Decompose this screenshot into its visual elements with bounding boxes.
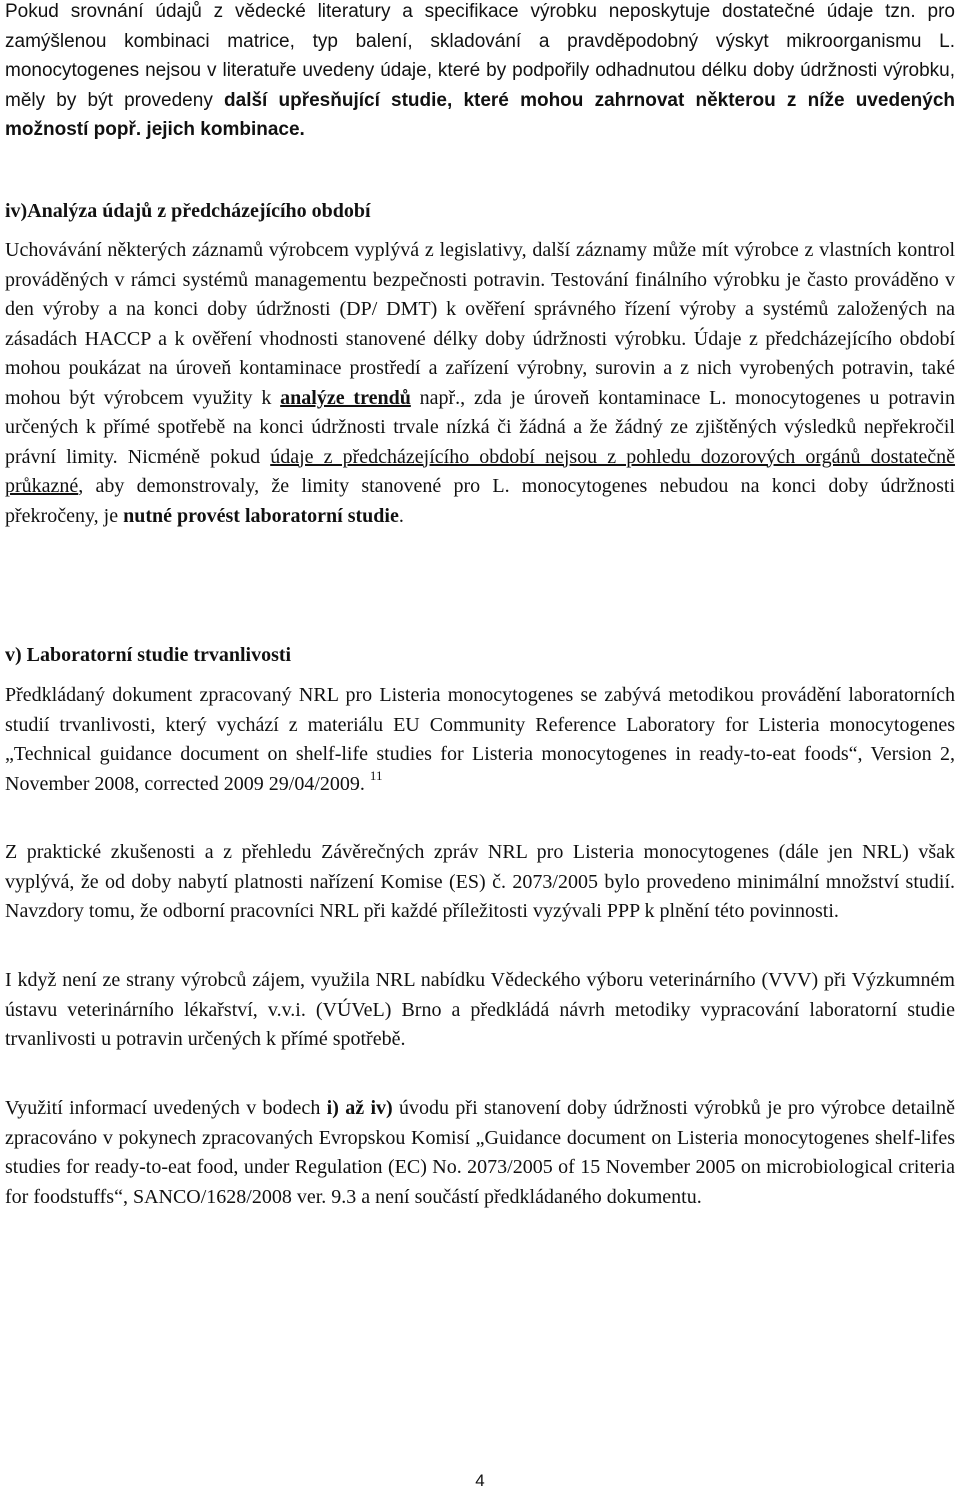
- intro-bold-text: další upřesňující studie, které mohou zahrnovat některou z níže uvedených možností popř. jejich kombinace.: [5, 89, 956, 140]
- section-v-text-4b: úvodu při stanovení doby údržnosti výrobků je pro výrobce detailně zpracováno v pokynech zpracovaných Evropskou Komisí „Guidance document on Listeria monocytogenes shelf-lifes studies for ready-to-eat food, under Regulation (EC) No. 2073/2005 of 15 November 2005 on microbiological criteria for foodstuffs“, SANCO/1628/2008 ver. 9.3 a není součástí předkládaného dokumentu.: [5, 1097, 956, 1208]
- section-iv-heading: iv)Analýza údajů z předcházejícího období: [5, 200, 371, 222]
- section-v-paragraph-1: [5, 681, 955, 799]
- section-v-paragraph-4: [5, 1094, 955, 1212]
- section-iv-text-end: .: [398, 504, 404, 527]
- section-iv-text-2: např., zda je úroveň kontaminace L. monocytogenes u potravin určených k přímé spotřebě na konci údržnosti trvale nízká či žádná a že žádný ze zjištěných výsledků nepřekročil právní limity. Nicméně pokud: [5, 386, 955, 468]
- lab-study-required-emphasis: nutné provést laboratorní studie: [123, 504, 399, 527]
- section-iv-paragraph: [5, 236, 955, 531]
- trend-analysis-emphasis: analýze trendů: [280, 386, 411, 409]
- intro-paragraph: [5, 0, 955, 145]
- points-range-emphasis: i) až iv): [326, 1097, 393, 1119]
- section-v-heading: v) Laboratorní studie trvanlivosti: [5, 644, 292, 666]
- section-v-paragraph-2: Z praktické zkušenosti a z přehledu Závěrečných zpráv NRL pro Listeria monocytogenes (dále jen NRL) však vyplývá, že od doby nabytí platnosti nařízení Komise (ES) č. 2073/2005 bylo provedeno minimální množství studií. Navzdory tomu, že odborní pracovníci NRL při každé příležitosti vyzývali PPP k plnění této povinnosti.: [5, 841, 955, 922]
- page-number: 4: [475, 1471, 485, 1490]
- section-iv-text-1: Uchovávání některých záznamů výrobcem vyplývá z legislativy, další záznamy může mít výrobce z vlastních kontrol prováděných v rámci systémů managementu bezpečnosti potravin. Testování finálního výrobku je často prováděno v den výroby a na konci doby údržnosti (DP/ DMT) k ověření správného řízení výroby a systémů založených na zásadách HACCP a k ověření vhodnosti stanovené délky doby údržnosti výrobku. Údaje z předcházejícího období mohou poukázat na úroveň kontaminace prostředí a zařízení výrobny, surovin a z nich vyrobených potravin, také mohou být výrobcem využity k: [5, 239, 955, 409]
- section-v-text-4a: Využití informací uvedených v bodech: [5, 1097, 327, 1119]
- insufficient-data-underlined: údaje z předcházejícího období nejsou z pohledu dozorových orgánů dostatečně průkazné: [5, 445, 956, 497]
- footnote-reference: 11: [369, 767, 383, 783]
- section-v-text-1: Předkládaný dokument zpracovaný NRL pro Listeria monocytogenes se zabývá metodikou provádění laboratorních studií trvanlivosti, který vychází z materiálu EU Community Reference Laboratory for Listeria monocytogenes „Technical guidance document on shelf-life studies for Listeria monocytogenes in ready-to-eat foods“, Version 2, November 2008, corrected 2009 29/04/2009.: [5, 684, 955, 795]
- intro-text: Pokud srovnání údajů z vědecké literatury a specifikace výrobku neposkytuje dostatečné údaje tzn. pro zamýšlenou kombinaci matrice, typ balení, skladování a pravděpodobný výskyt mikroorganismu L. monocytogenes nejsou v literatuře uvedeny údaje, které by podpořily odhadnutou délku doby údržnosti výrobku, měly by být provedeny: [5, 1, 955, 111]
- section-v-paragraph-3: I když není ze strany výrobců zájem, využila NRL nabídku Vědeckého výboru veterinárního (VVV) při Výzkumném ústavu veterinárního lékařství, v.v.i. (VÚVeL) Brno a předkládá návrh metodiky vypracování laboratorní studie trvanlivosti u potravin určených k přímé spotřebě.: [5, 969, 955, 1050]
- section-iv-text-3: , aby demonstrovaly, že limity stanovené pro L. monocytogenes nebudou na konci doby údržnosti překročeny, je: [5, 475, 955, 527]
